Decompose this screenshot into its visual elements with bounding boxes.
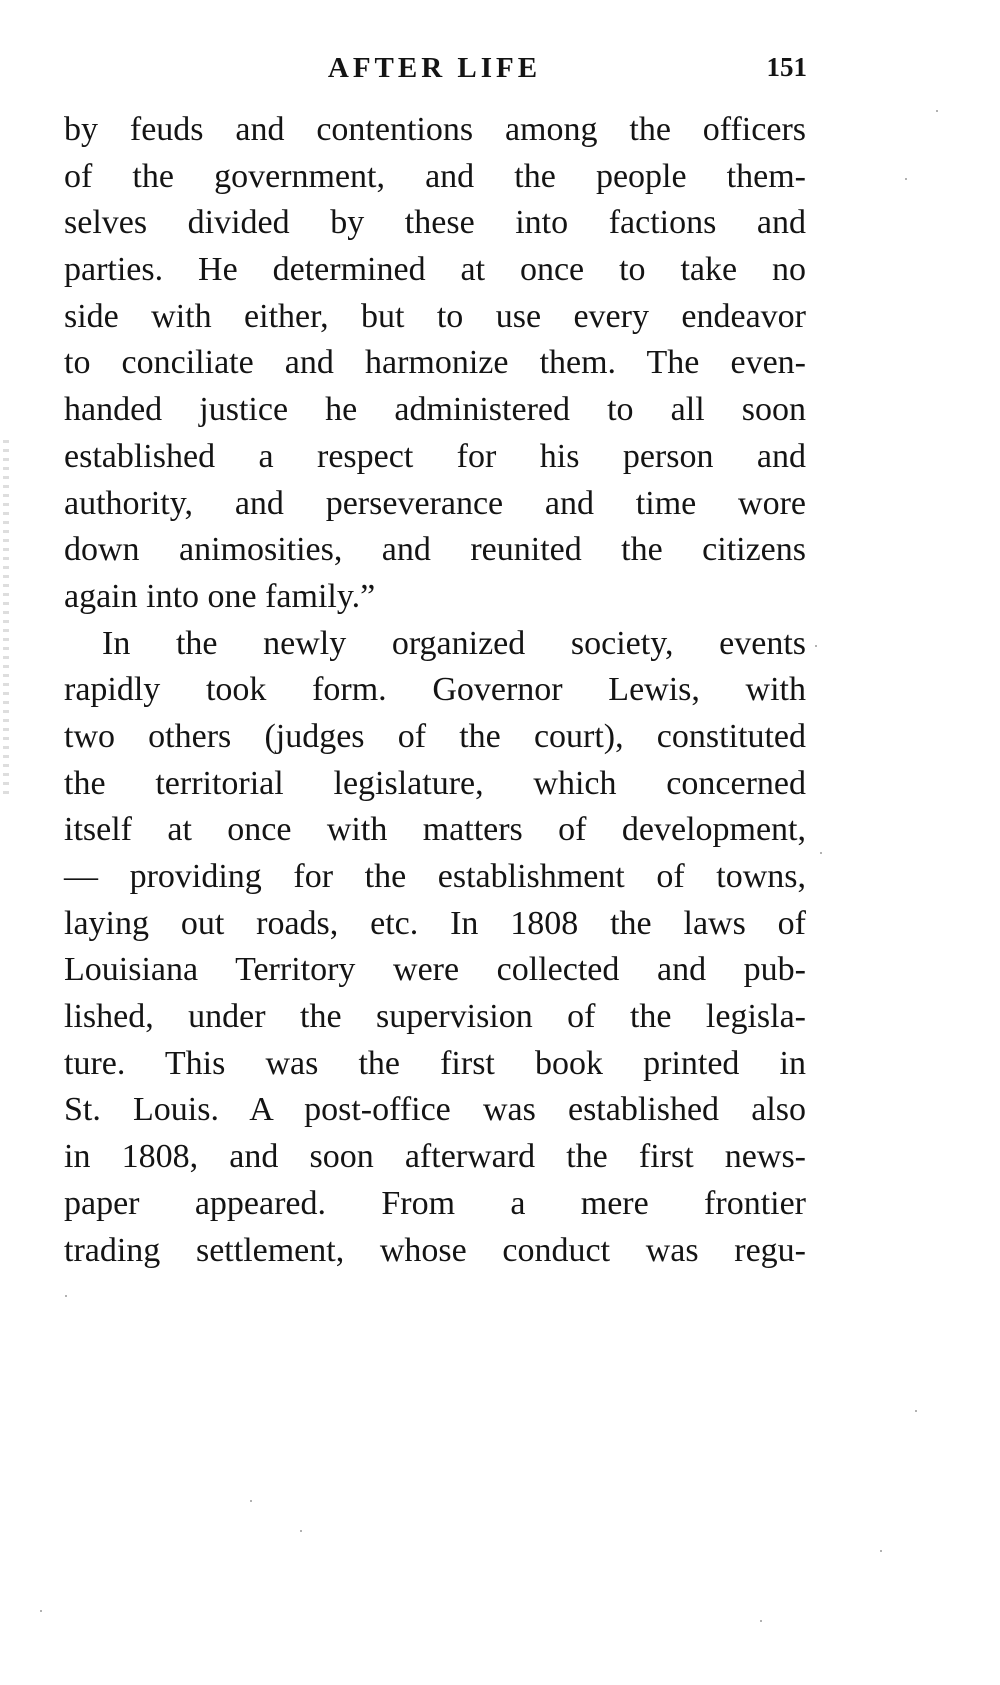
page-edge-shadow	[3, 440, 9, 800]
paper-speck	[936, 110, 938, 112]
text-line: trading settlement, whose conduct was regu-	[64, 1231, 806, 1269]
page-header	[62, 52, 807, 92]
paragraph-first-line: In the newly organized society, events	[102, 624, 806, 662]
text-line: Louisiana Territory were collected and pub-	[64, 951, 806, 989]
text-line: authority, and perseverance and time wore	[64, 484, 806, 522]
text-line: down animosities, and reunited the citizens	[64, 531, 806, 569]
text-line: to conciliate and harmonize them. The even-	[64, 344, 806, 382]
text-line: St. Louis. A post-office was established also	[64, 1091, 806, 1129]
paper-speck	[40, 1610, 42, 1612]
text-line: lished, under the supervision of the legisla-	[64, 998, 806, 1036]
page-number: 151	[766, 52, 807, 82]
text-line: the territorial legislature, which concerned	[64, 764, 806, 802]
paper-speck	[915, 1410, 917, 1412]
text-line: by feuds and contentions among the officers	[64, 111, 806, 148]
paper-speck	[250, 1500, 252, 1502]
text-line: rapidly took form. Governor Lewis, with	[64, 671, 806, 709]
text-line: handed justice he administered to all soon	[64, 391, 806, 429]
paper-speck	[300, 1530, 302, 1532]
paper-speck	[880, 1550, 882, 1552]
running-title: AFTER LIFE	[327, 52, 542, 84]
paper-speck	[65, 1295, 67, 1297]
text-line: in 1808, and soon afterward the first news-	[64, 1138, 806, 1176]
text-line: paper appeared. From a mere frontier	[64, 1184, 806, 1222]
paragraph-end-line: again into one family.”	[64, 577, 376, 615]
text-line: side with either, but to use every endeavor	[64, 297, 806, 335]
text-line: established a respect for his person and	[64, 437, 806, 475]
text-line: selves divided by these into factions and	[64, 204, 806, 242]
paper-speck	[905, 178, 907, 180]
paper-speck	[760, 1620, 762, 1622]
text-line: ture. This was the first book printed in	[64, 1044, 806, 1082]
paper-speck	[815, 645, 817, 647]
text-line: of the government, and the people them-	[64, 157, 806, 195]
body-text	[64, 107, 806, 1274]
paper-speck	[820, 852, 822, 854]
text-line: itself at once with matters of development,	[64, 811, 806, 849]
text-line: laying out roads, etc. In 1808 the laws of	[64, 904, 806, 942]
text-line: — providing for the establishment of towns,	[64, 858, 806, 895]
text-line: two others (judges of the court), constituted	[64, 717, 806, 755]
text-line: parties. He determined at once to take no	[64, 251, 806, 289]
